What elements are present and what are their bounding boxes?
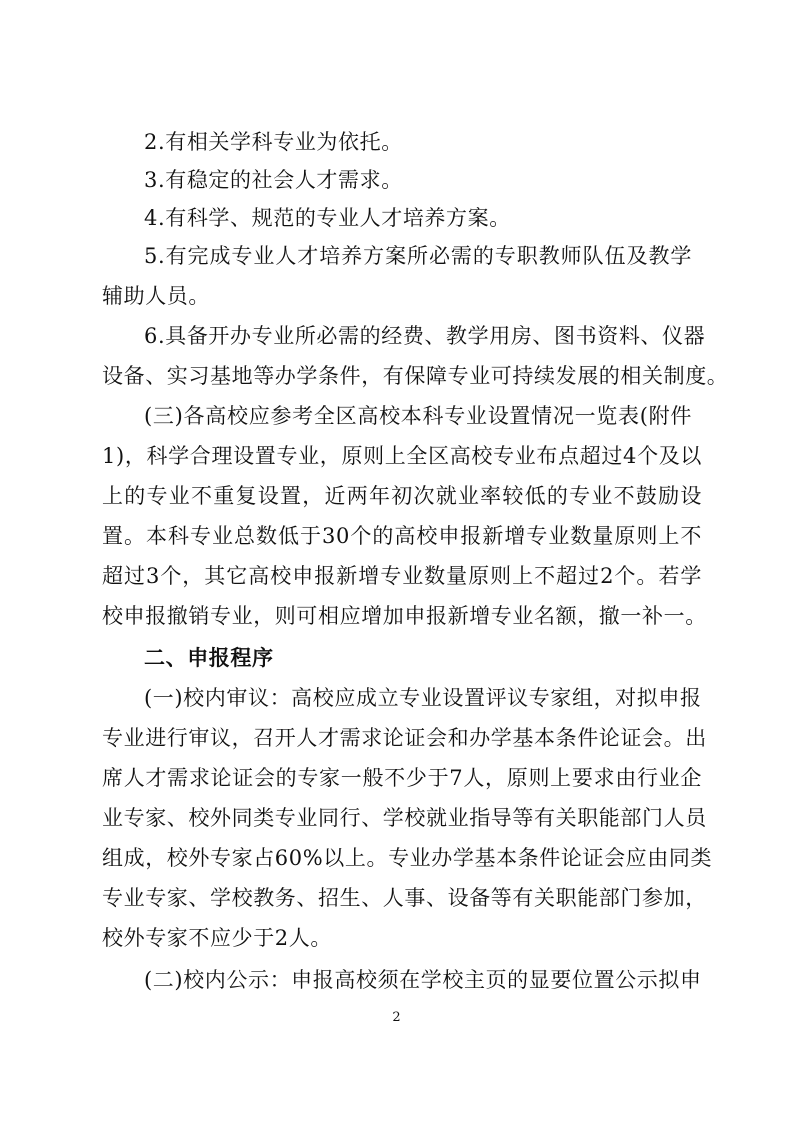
procedure-1-line-3: 席人才需求论证会的专家一般不少于7人，原则上要求由行业企 <box>102 766 702 790</box>
criterion-5-line-2: 辅助人员。 <box>102 284 210 308</box>
section-3-line-5: 超过3个，其它高校申报新增专业数量原则上不超过2个。若学 <box>102 564 702 588</box>
criterion-3: 3.有稳定的社会人才需求。 <box>144 168 403 192</box>
criterion-2: 2.有相关学科专业为依托。 <box>144 130 403 154</box>
procedure-1-line-4: 业专家、校外同类专业同行、学校就业指导等有关职能部门人员 <box>102 806 707 830</box>
criterion-5-line-1: 5.有完成专业人才培养方案所必需的专职教师队伍及教学 <box>144 244 692 268</box>
section-heading-application-procedure: 二、申报程序 <box>144 646 274 670</box>
section-3-line-4: 置。本科专业总数低于30个的高校申报新增专业数量原则上不 <box>102 524 702 548</box>
section-3-line-6: 校申报撤销专业，则可相应增加申报新增专业名额，撤一补一。 <box>102 604 707 628</box>
section-3-line-1: (三)各高校应参考全区高校本科专业设置情况一览表(附件 <box>144 404 692 428</box>
criterion-6-line-2: 设备、实习基地等办学条件，有保障专业可持续发展的相关制度。 <box>102 364 729 388</box>
procedure-1-line-5: 组成，校外专家占60%以上。专业办学基本条件论证会应由同类 <box>102 846 713 870</box>
criterion-4: 4.有科学、规范的专业人才培养方案。 <box>144 206 511 230</box>
procedure-2-line-1: (二)校内公示：申报高校须在学校主页的显要位置公示拟申 <box>144 968 702 992</box>
criterion-6-line-1: 6.具备开办专业所必需的经费、教学用房、图书资料、仪器 <box>144 324 706 348</box>
section-3-line-3: 上的专业不重复设置，近两年初次就业率较低的专业不鼓励设 <box>102 484 702 508</box>
procedure-1-line-6: 专业专家、学校教务、招生、人事、设备等有关职能部门参加， <box>102 886 707 910</box>
procedure-1-line-2: 专业进行审议，召开人才需求论证会和办学基本条件论证会。出 <box>102 726 707 750</box>
page-number: 2 <box>392 1010 401 1025</box>
section-3-line-2: 1)，科学合理设置专业，原则上全区高校专业布点超过4个及以 <box>102 444 702 468</box>
procedure-1-line-7: 校外专家不应少于2人。 <box>102 926 332 950</box>
procedure-1-line-1: (一)校内审议：高校应成立专业设置评议专家组，对拟申报 <box>144 686 702 710</box>
